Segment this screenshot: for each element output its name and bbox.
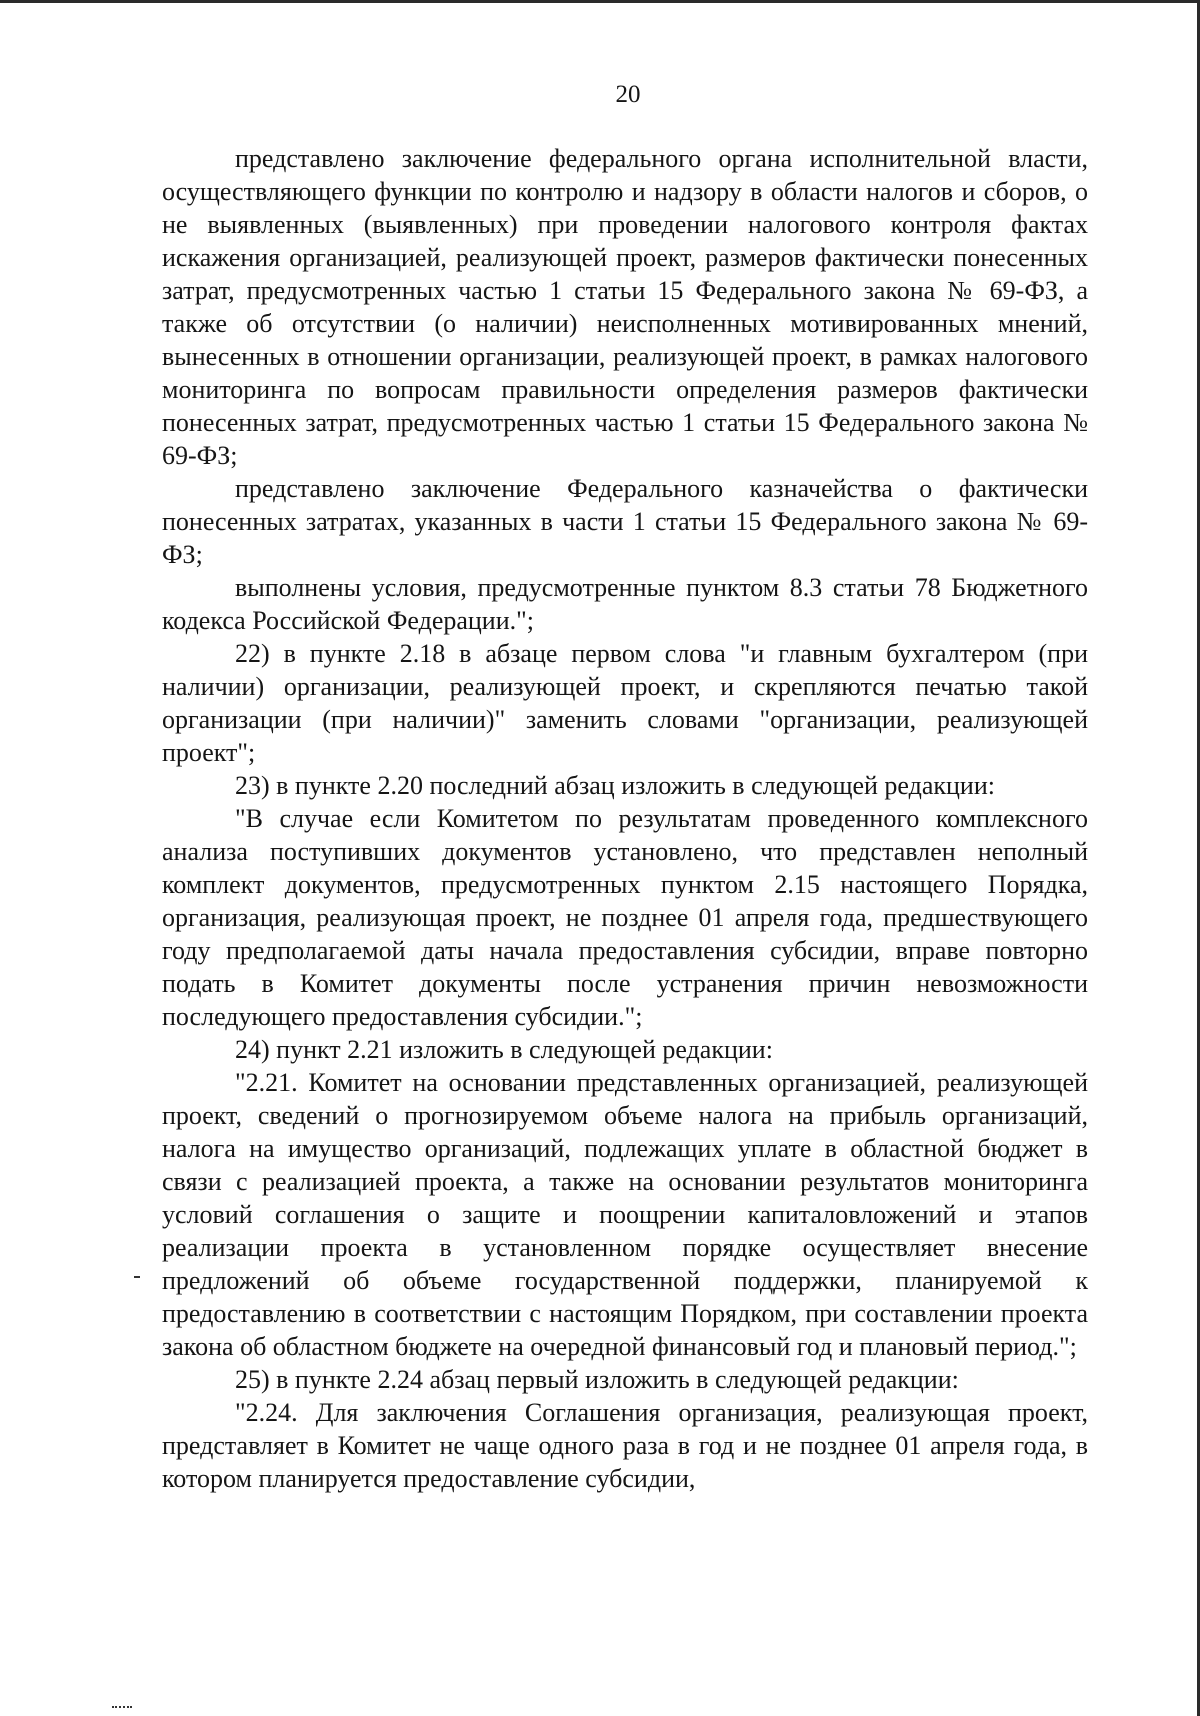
paragraph-treasury-conclusion: представлено заключение Федерального казначейства о фактически понесенных затратах, указанных в части 1 статьи 15 Федерального закона № 69-ФЗ; <box>162 474 1088 569</box>
paragraph-item-25: 25) в пункте 2.24 абзац первый изложить в следующей редакции: <box>235 1365 959 1394</box>
margin-mark <box>134 1276 140 1278</box>
paragraph-item-23: 23) в пункте 2.20 последний абзац изложить в следующей редакции: <box>235 771 995 800</box>
paragraph-item-23-text: "В случае если Комитетом по результатам проведенного комплексного анализа поступивших документов установлено, что представлен неполный комплект документов, предусмотренных пунктом 2.15 настоящего Порядка, организация, реализующая проект, не позднее 01 апреля года, предшествующего году предполагаемой даты начала предоставления субсидии, вправе повторно подать в Комитет документы после устранения причин невозможности последующего предоставления субсидии."; <box>162 804 1088 1031</box>
paragraph-item-2-21-text: "2.21. Комитет на основании представленных организацией, реализующей проект, сведений о прогнозируемом объеме налога на прибыль организаций, налога на имущество организаций, подлежащих уплате в областной бюджет в связи с реализацией проекта, а также на основании результатов мониторинга условий соглашения о защите и поощрении капиталовложений и этапов реализации проекта в установленном порядке осуществляет внесение предложений об объеме государственной поддержки, планируемой к предоставлению в соответствии с настоящим Порядком, при составлении проекта закона об областном бюджете на очередной финансовый год и плановый период."; <box>162 1068 1088 1361</box>
paragraph-tax-conclusion: представлено заключение федерального органа исполнительной власти, осуществляющего функции по контролю и надзору в области налогов и сборов, о не выявленных (выявленных) при проведении налогового контроля фактах искажения организацией, реализующей проект, размеров фактически понесенных затрат, предусмотренных частью 1 статьи 15 Федерального закона № 69-ФЗ, а также об отсутствии (о наличии) неисполненных мотивированных мнений, вынесенных в отношении организации, реализующей проект, в рамках налогового мониторинга по вопросам правильности определения размеров фактически понесенных затрат, предусмотренных частью 1 статьи 15 Федерального закона № 69-ФЗ; <box>162 144 1088 470</box>
scan-corner-mark <box>112 1706 132 1712</box>
paragraph-item-22: 22) в пункте 2.18 в абзаце первом слова "и главным бухгалтером (при наличии) организации, реализующей проект, и скрепляются печатью такой организации (при наличии)" заменить словами "организации, реализующей проект"; <box>162 639 1088 767</box>
paragraph-budget-code-conditions: выполнены условия, предусмотренные пунктом 8.3 статьи 78 Бюджетного кодекса Российской Федерации."; <box>162 573 1088 635</box>
paragraph-item-24: 24) пункт 2.21 изложить в следующей редакции: <box>235 1035 773 1064</box>
paragraph-item-2-24-text: "2.24. Для заключения Соглашения организация, реализующая проект, представляет в Комитет не чаще одного раза в год и не позднее 01 апреля года, в котором планируется предоставление субсидии, <box>162 1398 1088 1493</box>
page-number: 20 <box>615 81 641 108</box>
scan-edge-top <box>0 0 1200 3</box>
document-body <box>162 142 1088 1495</box>
